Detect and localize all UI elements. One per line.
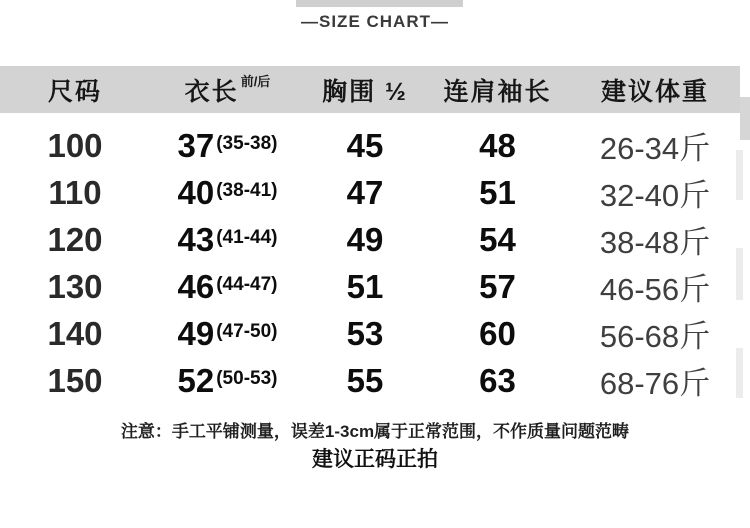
right-edge-artifact [736, 150, 743, 200]
chest-value: 55 [346, 361, 384, 399]
length-value [150, 263, 305, 310]
table-row [0, 169, 740, 216]
size-value: 100 [47, 126, 103, 164]
sleeve-value: 63 [479, 361, 516, 399]
table-row [0, 263, 740, 310]
length-value [150, 310, 305, 357]
length-value [150, 169, 305, 216]
weight-value: 68-76斤 [599, 366, 711, 401]
header-size: 尺码 [47, 77, 102, 106]
header-length [150, 66, 305, 113]
length-number: 40 [177, 173, 215, 211]
header-chest: 胸围 ½ [322, 77, 408, 106]
table-row [0, 310, 740, 357]
size-value: 140 [47, 314, 103, 352]
header-length-label: 衣长 [184, 77, 239, 106]
length-range: (44-47) [216, 273, 278, 295]
weight-value: 46-56斤 [599, 272, 711, 307]
size-value: 110 [48, 173, 102, 211]
chest-value: 53 [346, 314, 384, 352]
chest-value: 49 [346, 220, 384, 258]
table-row [0, 216, 740, 263]
right-edge-artifact [740, 97, 750, 140]
table-row [0, 122, 740, 169]
length-number: 49 [177, 314, 215, 352]
chest-value: 45 [346, 126, 384, 164]
length-value [150, 357, 305, 404]
table-header [0, 66, 740, 113]
weight-value: 56-68斤 [599, 319, 711, 354]
weight-value: 26-34斤 [599, 131, 711, 166]
length-number: 37 [177, 126, 215, 164]
length-number: 46 [177, 267, 215, 305]
length-number: 43 [177, 220, 215, 258]
measurement-note: 注意：手工平铺测量，误差1-3cm属于正常范围，不作质量问题范畴 [120, 422, 630, 441]
length-range: (41-44) [216, 226, 278, 248]
length-range: (35-38) [216, 132, 278, 154]
length-range: (50-53) [216, 367, 278, 389]
chest-value: 51 [346, 267, 384, 305]
header-sleeve: 连肩袖长 [443, 77, 552, 106]
table-row [0, 357, 740, 404]
top-bar-fragment [296, 0, 463, 7]
sleeve-value: 54 [479, 220, 516, 258]
size-value: 150 [47, 361, 103, 399]
length-range: (47-50) [216, 320, 278, 342]
page-title: —SIZE CHART— [301, 12, 449, 31]
length-range: (38-41) [216, 179, 278, 201]
length-value [150, 122, 305, 169]
sleeve-value: 60 [479, 314, 516, 352]
weight-value: 32-40斤 [599, 178, 711, 213]
weight-value: 38-48斤 [599, 225, 711, 260]
right-edge-artifact [736, 348, 743, 398]
size-advice-note: 建议正码正拍 [312, 448, 438, 471]
sleeve-value: 51 [479, 173, 516, 211]
chest-value: 47 [346, 173, 384, 211]
sleeve-value: 57 [479, 267, 516, 305]
size-value: 130 [47, 267, 103, 305]
sleeve-value: 48 [479, 126, 516, 164]
table-body [0, 122, 740, 404]
right-edge-artifact [736, 248, 743, 300]
length-number: 52 [177, 361, 215, 399]
header-length-superscript: 前/后 [240, 74, 271, 89]
size-value: 120 [47, 220, 103, 258]
header-weight: 建议体重 [600, 77, 709, 106]
length-value [150, 216, 305, 263]
